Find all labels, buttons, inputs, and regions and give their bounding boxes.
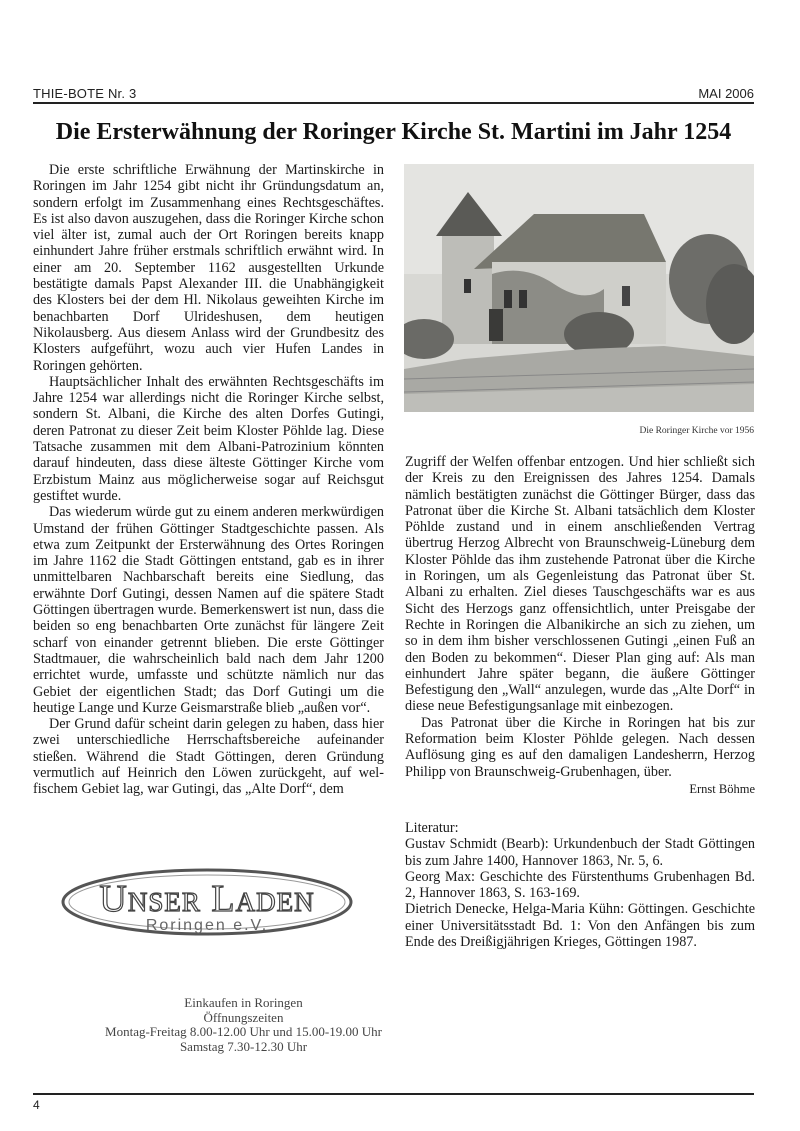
ad-line: Öffnungszeiten (203, 1009, 284, 1025)
article-title: Die Ersterwähnung der Roringer Kirche St. Martini im Jahr 1254 (55, 119, 732, 145)
ad-line: Montag-Freitag 8.00-12.00 Uhr und 15.00-19.00 Uhr (105, 1024, 382, 1039)
literature-item: Dietrich Denecke, Helga-Maria Kühn: Göttingen. Geschichte einer Universitätsstadt Bd. 1: Von den Anfängen bis zum Ende des Dreißigjährigen Krieges, Göttingen 1987. (405, 901, 755, 951)
header-publication: THIE-BOTE Nr. 3 (33, 86, 137, 101)
paragraph: Der Grund dafür scheint darin gelegen zu haben, dass hier zwei unterschiedliche Herrschaftsbereiche aufeinander stießen. Während die Stadt Göttingen, deren Gründung vermutlich auf Heinrich den Löwen zurückgeht, auf welfischem Gebiet lag, war Gutingi, das „Alte Dorf“, dem (33, 716, 384, 798)
paragraph: Die erste schriftliche Erwähnung der Martinskirche in Roringen im Jahr 1254 gibt nicht ihr Gründungsdatum an, sondern erfolgt im Zusammenhang eines Rechtsgeschäftes. Es ist also davon auszugehen, dass die Roringer Kirche schon viel älter ist, zumal auch der Ort Roringen bereits knapp einhundert Jahre früher erstmals schriftlich erwähnt wird. In einer am 20. September 1162 ausgestellten Urkunde bestätigte damals Papst Alexander III. die Unabhängigkeit des Klosters bei der dem Hl. Nikolaus geweihten Kirche im benachbarten Dorf Ulrideshusen, dem heutigen Nikolausberg. Aus diesem Anlass wird der Grundbesitz des Klosters aufgeführt, wozu auch vier Hufen Landes in Roringen gehörten. (33, 162, 384, 374)
page-number: 4 (33, 1098, 40, 1112)
top-rule (33, 102, 754, 104)
literature-heading: Literatur: (405, 820, 459, 836)
right-column (405, 454, 755, 797)
header-date: MAI 2006 (698, 86, 754, 101)
author-name: Ernst Böhme (689, 781, 755, 796)
ad-line: Samstag 7.30-12.30 Uhr (179, 1038, 308, 1054)
literature-section (405, 820, 755, 950)
shop-hours (33, 996, 454, 1054)
photo-caption: Die Roringer Kirche vor 1956 (639, 426, 754, 436)
bottom-rule (33, 1093, 754, 1095)
logo-title: Unser Laden (99, 878, 315, 920)
literature-item: Georg Max: Geschichte des Fürstenthums Grubenhagen Bd. 2, Hannover 1863, S. 163-169. (405, 868, 755, 902)
paragraph: Das wiederum würde gut zu einem anderen merkwürdigen Umstand der frühen Göttinger Stadtgeschichte passen. Als etwa zum Zeitpunkt der Ersterwähnung des Ortes Roringen im Jahre 1162 die Stadt Göttingen entstand, gab es in ihrer unmittelbaren Nachbarschaft bereits eine Siedlung, das erwähnte Dorf Gutingi, dessen Namen auf die spätere Stadt Göttingen übertragen wurde. Bemerkenswert ist nun, dass die beiden so eng benachbarten Orte zunächst für längere Zeit scharf von einander getrennt blieben. Die erste Göttinger Stadtmauer, die wahrscheinlich bald nach dem Jahr 1200 errichtet wurde, umfasste und schützte nämlich nur das Gebiet der eigentlichen Stadt; das Dorf Gutingi um die heutige Lange und Kurze Geismarstraße blieb „außen vor“. (33, 504, 384, 716)
left-column (33, 162, 384, 798)
literature-item: Gustav Schmidt (Bearb): Urkundenbuch der Stadt Göttingen bis zum Jahre 1400, Hannover 1863, Nr. 5, 6. (405, 836, 755, 869)
paragraph: Hauptsächlicher Inhalt des erwähnten Rechtsgeschäfts im Jahre 1254 war allerdings nicht die Roringer Kirche selbst, sondern St. Albani, die Kirche des alten Dorfes Gutingi, deren Patronat zu dieser Zeit beim Kloster Pöhlde lag. Diese Tatsache zusammen mit dem Albani-Patrozinium könnten darauf hindeuten, dass diese älteste Göttinger Kirche vom Erzbistum Mainz aus möglicherweise sogar auf Reichsgut gestiftet wurde. (33, 373, 384, 504)
logo-subtitle: Roringen e.V. (145, 917, 269, 934)
unser-laden-logo (60, 866, 354, 942)
church-photo (404, 164, 754, 412)
paragraph: Das Patronat über die Kirche in Roringen hat bis zur Reformation beim Kloster Pöhlde gelegen. Nach dessen Auflösung ging es auf den damaligen Landesherrn, Herzog Philipp von Braunschweig-Grubenhagen, über. (405, 714, 755, 780)
paragraph: Zugriff der Welfen offenbar entzogen. Und hier schließt sich der Kreis zu den Ereignissen des Jahres 1254. Damals nämlich bestätigten zunächst die Göttinger Bürger, dass das Patronat über die Kirche St. Albani tatsächlich dem Kloster Pöhlde zustand und in einem anschließenden Vertrag übertrug Herzog Albrecht von Braunschweig-Lüneburg dem Kloster Pöhlde das ihm zustehende Patronat über die Kirche in Roringen, um als Gegenleistung das Patronat über St. Albani zu erhalten. Ziel dieses Tauschgeschäfts war es aus Sicht des Herzogs ganz offensichtlich, unter Preisgabe der Rechte in Roringen die Albanikirche an sich zu ziehen, um so in dem ihm bisher verschlossenen Gutingi „einen Fuß an den Boden zu bekommen“. Dieser Plan ging auf: Als man einhundert Jahre später begann, die äußere Göttinger Befestigung den „Wall“ anzulegen, wurde das „Alte Dorf“ in diese neue Befestigungsanlage mit einbezogen. (405, 454, 755, 715)
ad-line: Einkaufen in Roringen (184, 995, 303, 1010)
